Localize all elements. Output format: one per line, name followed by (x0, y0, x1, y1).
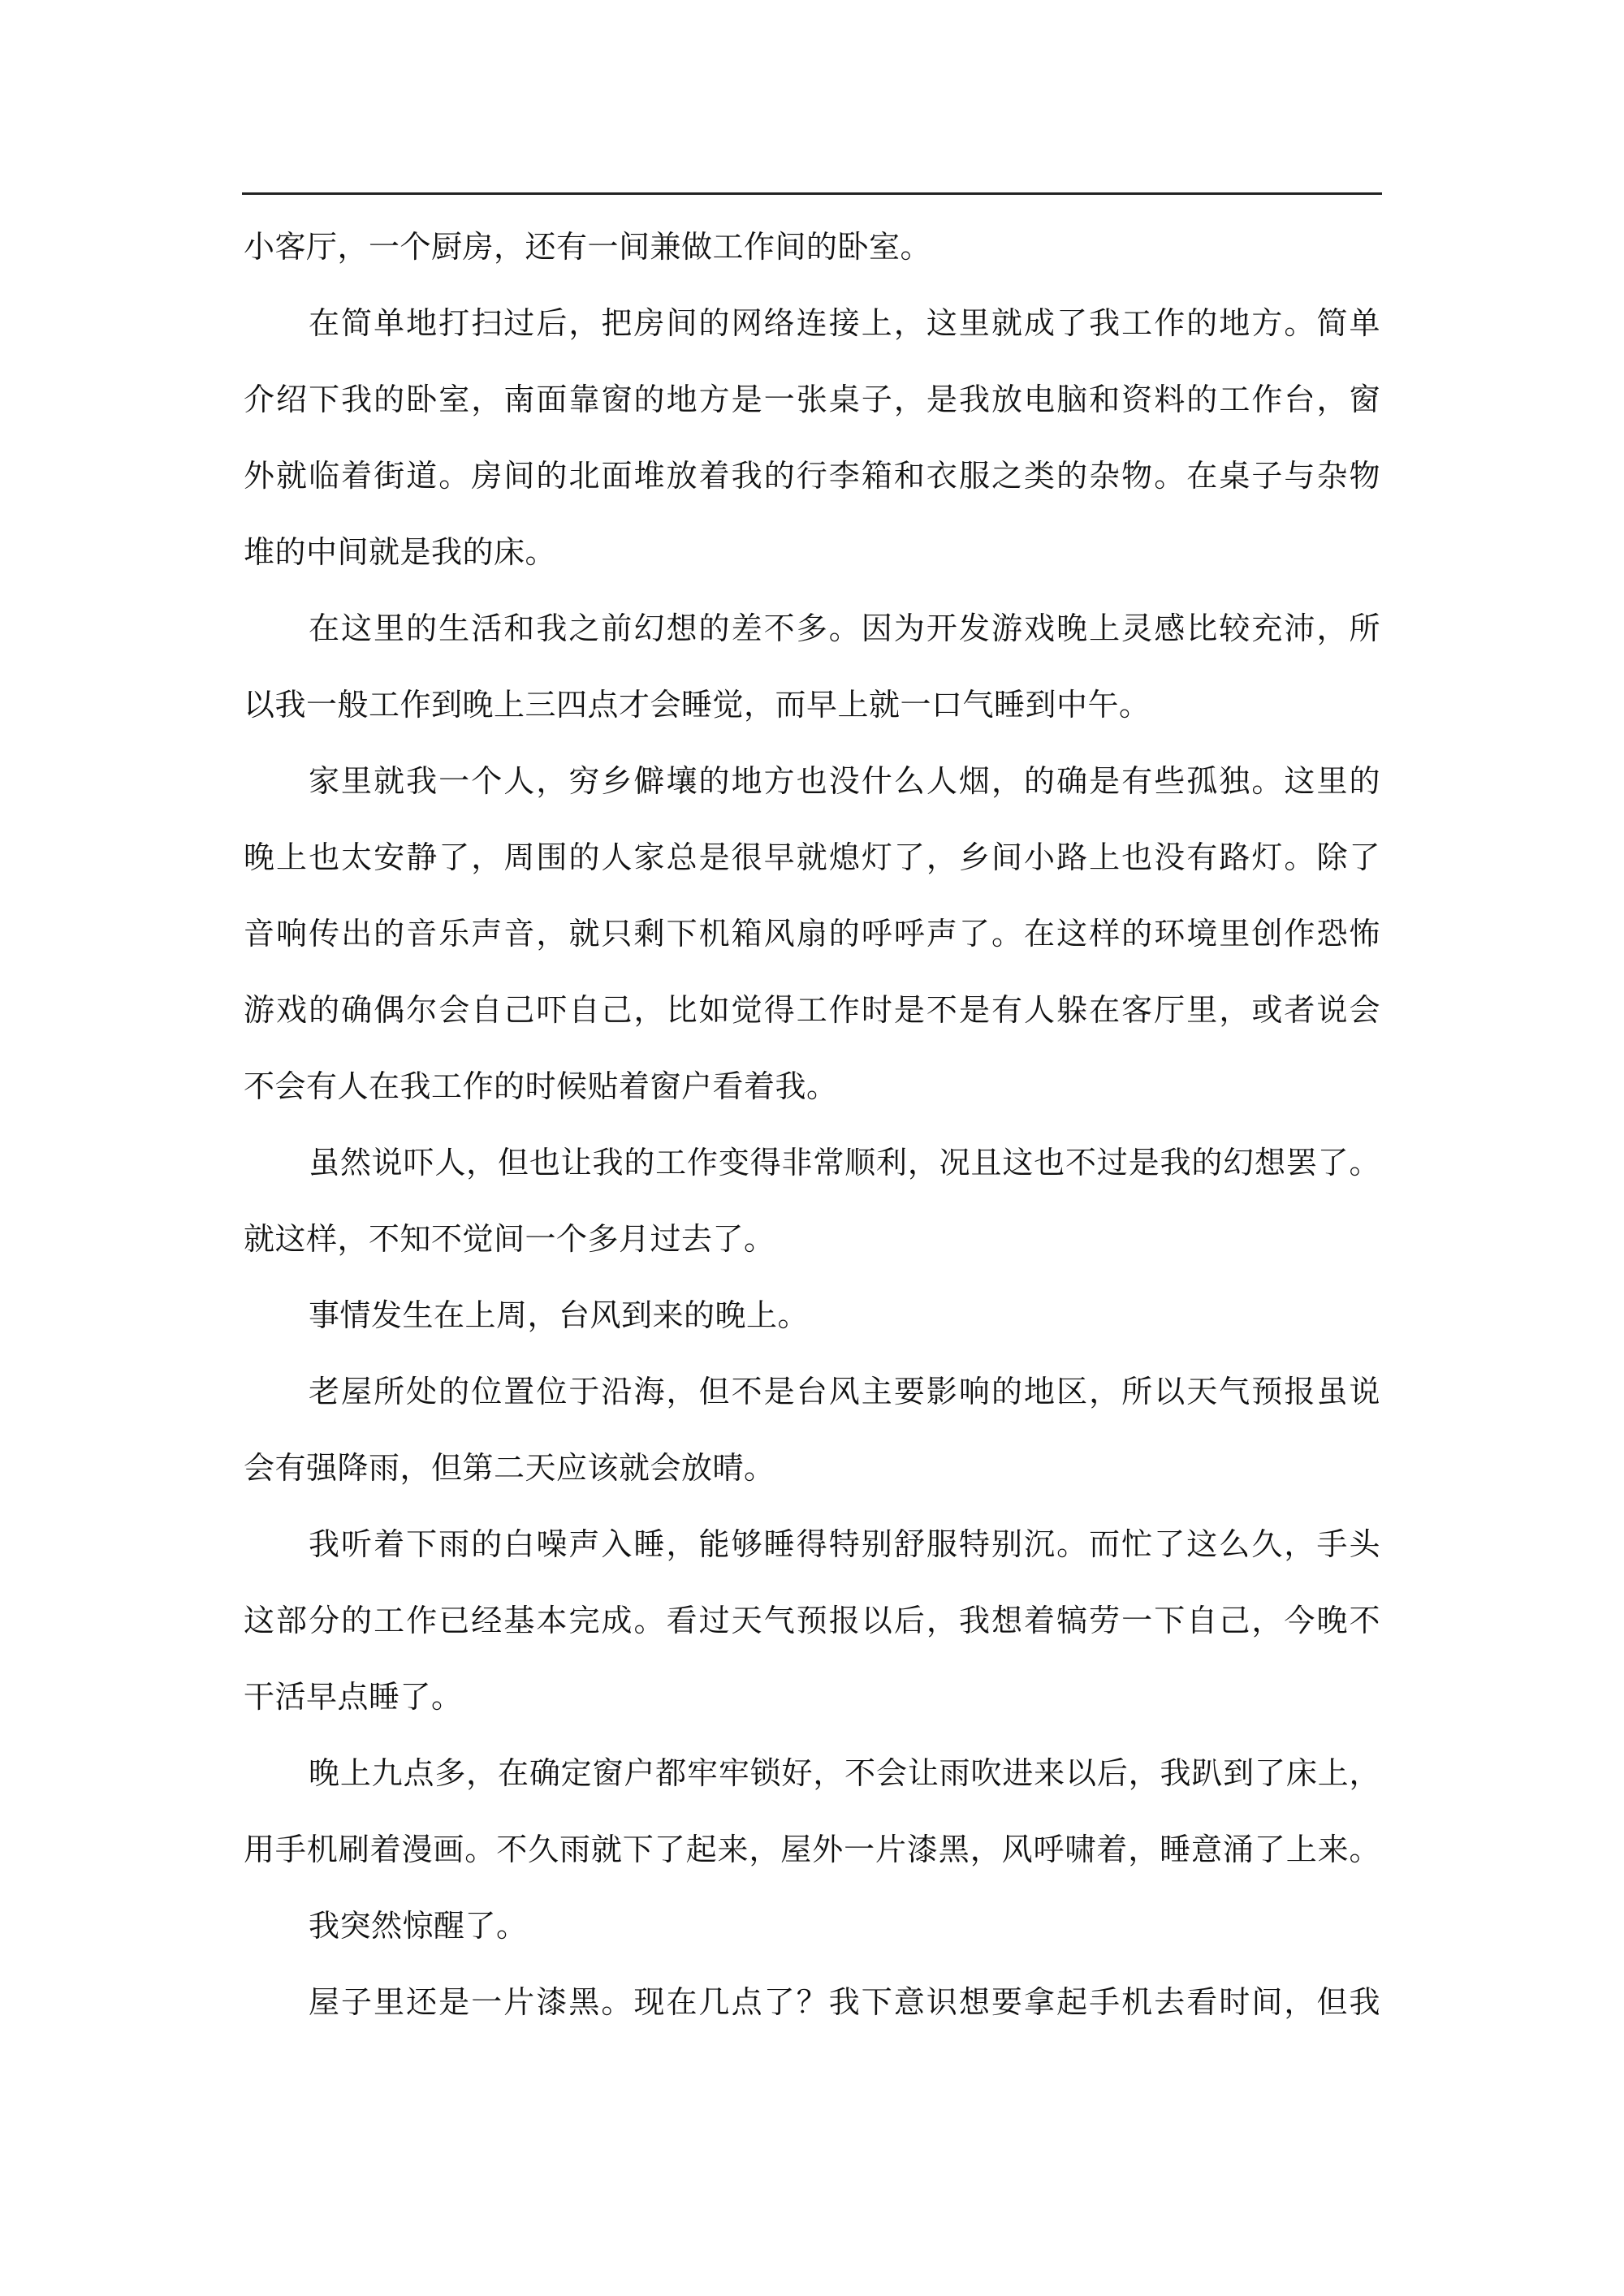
text-line: 晚上也太安静了，周围的人家总是很早就熄灯了，乡间小路上也没有路灯。除了 (244, 839, 1380, 875)
text-line: 小客厅，一个厨房，还有一间兼做工作间的卧室。 (244, 229, 932, 265)
text-line: 事情发生在上周，台风到来的晚上。 (309, 1297, 810, 1333)
text-line: 用手机刷着漫画。不久雨就下了起来，屋外一片漆黑，风呼啸着，睡意涌了上来。 (244, 1832, 1380, 1867)
text-line: 介绍下我的卧室，南面靠窗的地方是一张桌子，是我放电脑和资料的工作台，窗 (244, 382, 1380, 417)
text-line: 晚上九点多，在确定窗户都牢牢锁好，不会让雨吹进来以后，我趴到了床上， (309, 1755, 1380, 1791)
text-line: 干活早点睡了。 (244, 1679, 463, 1715)
text-line: 在这里的生活和我之前幻想的差不多。因为开发游戏晚上灵感比较充沛，所 (309, 611, 1380, 646)
header-rule (242, 192, 1382, 195)
text-line: 虽然说吓人，但也让我的工作变得非常顺利，况且这也不过是我的幻想罢了。 (309, 1145, 1380, 1180)
text-line: 以我一般工作到晚上三四点才会睡觉，而早上就一口气睡到中午。 (244, 687, 1151, 723)
text-line: 不会有人在我工作的时候贴着窗户看着我。 (244, 1068, 838, 1104)
text-line: 我突然惊醒了。 (309, 1908, 528, 1944)
text-line: 堆的中间就是我的床。 (244, 534, 557, 570)
text-line: 家里就我一个人，穷乡僻壤的地方也没什么人烟，的确是有些孤独。这里的 (309, 763, 1380, 799)
text-line: 游戏的确偶尔会自己吓自己，比如觉得工作时是不是有人躲在客厅里，或者说会 (244, 992, 1380, 1028)
text-line: 就这样，不知不觉间一个多月过去了。 (244, 1221, 775, 1257)
text-line: 会有强降雨，但第二天应该就会放晴。 (244, 1450, 775, 1486)
text-line: 外就临着街道。房间的北面堆放着我的行李箱和衣服之类的杂物。在桌子与杂物 (244, 458, 1380, 494)
text-line: 老屋所处的位置位于沿海，但不是台风主要影响的地区，所以天气预报虽说 (309, 1374, 1380, 1409)
text-line: 在简单地打扫过后，把房间的网络连接上，这里就成了我工作的地方。简单 (309, 305, 1380, 341)
text-line: 我听着下雨的白噪声入睡，能够睡得特别舒服特别沉。而忙了这么久，手头 (309, 1526, 1380, 1562)
text-line: 音响传出的音乐声音，就只剩下机箱风扇的呼呼声了。在这样的环境里创作恐怖 (244, 916, 1380, 952)
text-line: 这部分的工作已经基本完成。看过天气预报以后，我想着犒劳一下自己，今晚不 (244, 1603, 1380, 1638)
text-line: 屋子里还是一片漆黑。现在几点了？我下意识想要拿起手机去看时间，但我 (309, 1984, 1380, 2020)
